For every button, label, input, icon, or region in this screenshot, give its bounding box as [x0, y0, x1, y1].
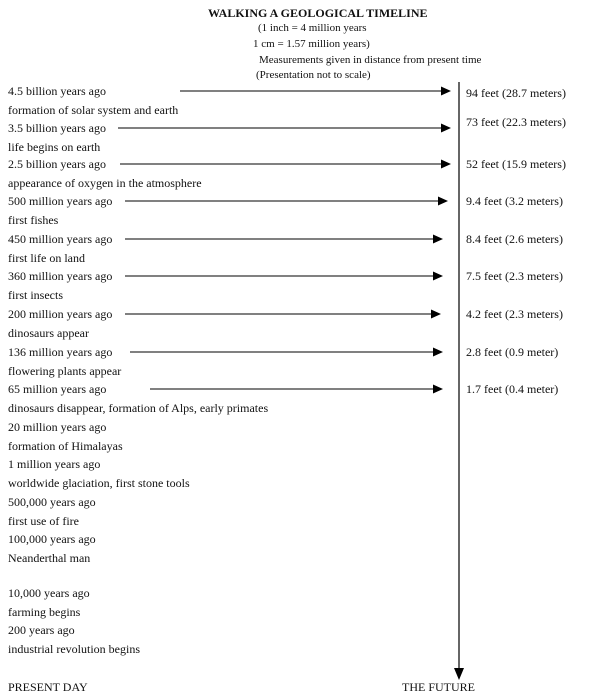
event-distance-label: 1.7 feet (0.4 meter) — [466, 382, 559, 396]
event-time-label: 500 million years ago — [8, 194, 113, 208]
event-description: dinosaurs disappear, formation of Alps, early primates — [8, 401, 269, 415]
event-description: life begins on earth — [8, 140, 101, 154]
event-distance-label: 8.4 feet (2.6 meters) — [466, 232, 563, 246]
event-time-label: 100,000 years ago — [8, 532, 96, 546]
scale-note: (Presentation not to scale) — [256, 69, 371, 81]
timeline-axis-arrowhead — [454, 668, 464, 680]
event-description: first insects — [8, 288, 63, 302]
event-arrowhead — [438, 197, 448, 206]
event-time-label: 500,000 years ago — [8, 495, 96, 509]
event-distance-label: 7.5 feet (2.3 meters) — [466, 269, 563, 283]
event-time-label: 136 million years ago — [8, 345, 113, 359]
event-time-label: 360 million years ago — [8, 269, 113, 283]
event-time-label: 65 million years ago — [8, 382, 107, 396]
event-description: Neanderthal man — [8, 551, 91, 565]
event-description: dinosaurs appear — [8, 326, 89, 340]
event-arrowhead — [441, 124, 451, 133]
event-description: industrial revolution begins — [8, 642, 140, 656]
event-time-label: 4.5 billion years ago — [8, 84, 106, 98]
event-time-label: 200 years ago — [8, 623, 75, 637]
event-description: farming begins — [8, 605, 81, 619]
event-distance-label: 2.8 feet (0.9 meter) — [466, 345, 559, 359]
event-description: flowering plants appear — [8, 364, 122, 378]
event-distance-label: 9.4 feet (3.2 meters) — [466, 194, 563, 208]
event-description: formation of Himalayas — [8, 439, 123, 453]
event-description: appearance of oxygen in the atmosphere — [8, 176, 202, 190]
event-distance-label: 73 feet (22.3 meters) — [466, 115, 566, 129]
event-time-label: 3.5 billion years ago — [8, 121, 106, 135]
event-distance-label: 94 feet (28.7 meters) — [466, 86, 566, 100]
event-description: worldwide glaciation, first stone tools — [8, 476, 190, 490]
event-time-label: 10,000 years ago — [8, 586, 90, 600]
event-distance-label: 52 feet (15.9 meters) — [466, 157, 566, 171]
event-description: first fishes — [8, 213, 59, 227]
the-future-label: THE FUTURE — [402, 680, 475, 694]
scale-line-cm: 1 cm = 1.57 million years) — [253, 38, 370, 50]
present-day-label: PRESENT DAY — [8, 680, 88, 694]
scale-line-inch: (1 inch = 4 million years — [258, 22, 367, 34]
diagram-title: WALKING A GEOLOGICAL TIMELINE — [208, 6, 428, 20]
event-arrowhead — [433, 272, 443, 281]
event-time-label: 20 million years ago — [8, 420, 107, 434]
event-arrowhead — [431, 310, 441, 319]
event-arrowhead — [441, 160, 451, 169]
event-description: first use of fire — [8, 514, 79, 528]
event-time-label: 1 million years ago — [8, 457, 101, 471]
event-description: formation of solar system and earth — [8, 103, 179, 117]
measurement-note: Measurements given in distance from present time — [259, 54, 482, 66]
event-time-label: 450 million years ago — [8, 232, 113, 246]
event-arrowhead — [441, 87, 451, 96]
event-arrowhead — [433, 235, 443, 244]
event-distance-label: 4.2 feet (2.3 meters) — [466, 307, 563, 321]
event-description: first life on land — [8, 251, 85, 265]
event-time-label: 200 million years ago — [8, 307, 113, 321]
event-time-label: 2.5 billion years ago — [8, 157, 106, 171]
event-arrowhead — [433, 385, 443, 394]
event-arrowhead — [433, 348, 443, 357]
